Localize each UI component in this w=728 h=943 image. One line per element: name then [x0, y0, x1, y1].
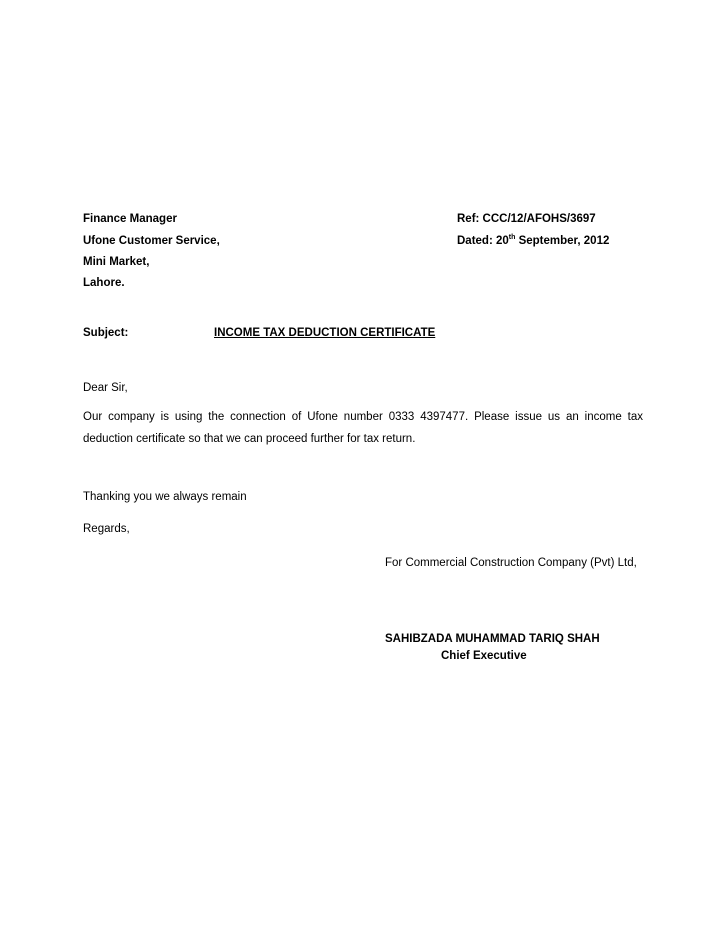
- date-ordinal: th: [508, 234, 516, 241]
- recipient-address: Mini Market,: [83, 256, 150, 268]
- letter-date: [457, 234, 609, 248]
- closing-line: Thanking you we always remain: [83, 491, 247, 503]
- recipient-title: Finance Manager: [83, 213, 177, 225]
- signature-designation: Chief Executive: [441, 650, 527, 662]
- recipient-city: Lahore.: [83, 277, 125, 289]
- recipient-organization: Ufone Customer Service,: [83, 235, 220, 247]
- date-rest: September, 2012: [515, 235, 610, 247]
- reference-number: Ref: CCC/12/AFOHS/3697: [457, 213, 596, 225]
- salutation: Dear Sir,: [83, 382, 128, 394]
- body-paragraph: Our company is using the connection of Ufone number 0333 4397477. Please issue us an income tax deduction certificate so that we can proceed further for tax return.: [83, 411, 643, 445]
- subject-label: Subject:: [83, 327, 129, 339]
- regards-line: Regards,: [83, 523, 130, 535]
- subject-text: INCOME TAX DEDUCTION CERTIFICATE: [214, 327, 436, 339]
- signature-name: SAHIBZADA MUHAMMAD TARIQ SHAH: [385, 633, 600, 645]
- signature-company: For Commercial Construction Company (Pvt) Ltd,: [385, 557, 637, 569]
- date-prefix: Dated: 20: [457, 235, 509, 247]
